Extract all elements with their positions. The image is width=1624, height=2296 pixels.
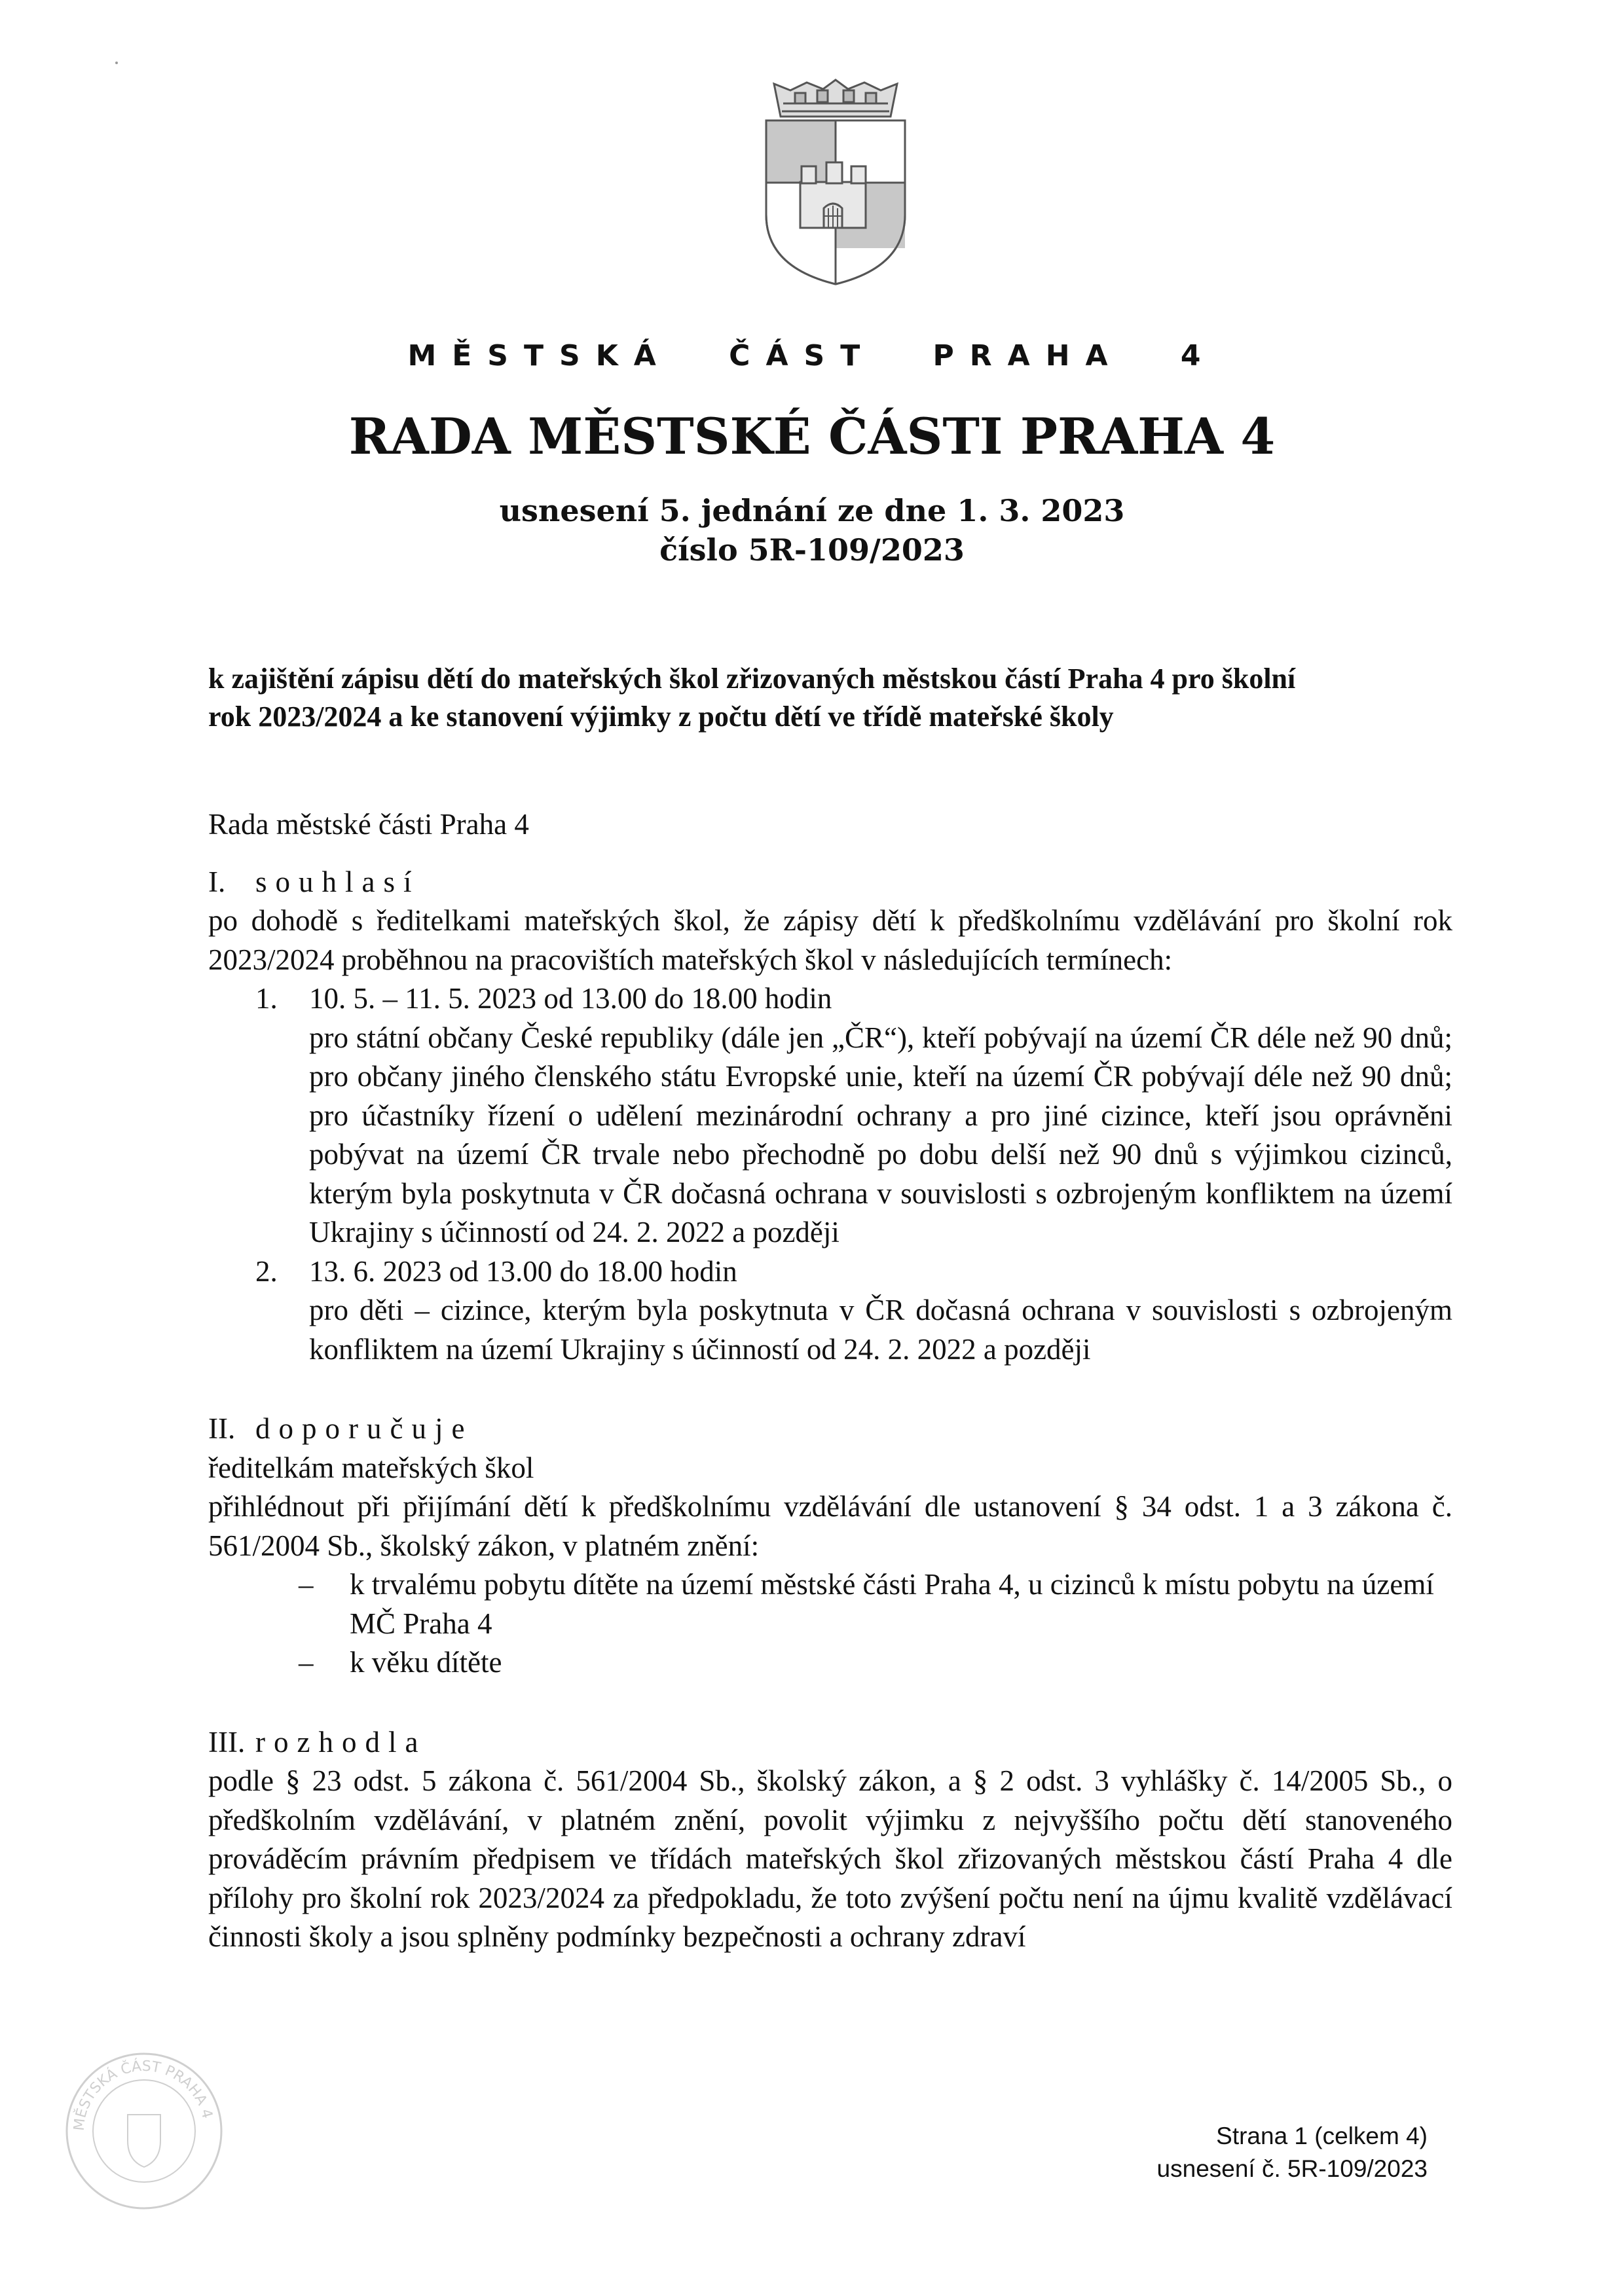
list-item: [255, 1252, 1452, 1370]
resolution-body: [208, 805, 1452, 1957]
item-text: pro děti – cizince, kterým byla poskytnuta v ČR dočasná ochrana v souvislosti s ozbrojeným konfliktem na území Ukrajiny s účinností od 24. 2. 2022 a později: [309, 1294, 1452, 1366]
dash-bullet: –: [299, 1568, 314, 1601]
resolution-subject: [208, 660, 1452, 736]
municipality-heading: MĚSTSKÁ ČÁST PRAHA 4: [407, 339, 1217, 373]
section-verb: souhlasí: [255, 865, 420, 898]
section-numeral: I.: [208, 865, 226, 898]
council-title: RADA MĚSTSKÉ ČÁSTI PRAHA 4: [348, 407, 1276, 465]
section-numeral: II.: [208, 1412, 236, 1445]
page-footer: [1157, 2120, 1428, 2185]
section-verb: rozhodla: [255, 1725, 427, 1758]
subject-line-1: k zajištění zápisu dětí do mateřských škol zřizovaných městskou částí Praha 4 pro školní: [208, 663, 1296, 695]
item-date: 13. 6. 2023 od 13.00 do 18.00 hodin: [309, 1254, 737, 1288]
subject-line-2: rok 2023/2024 a ke stanovení výjimky z počtu dětí ve třídě mateřské školy: [208, 701, 1114, 733]
item-date: 10. 5. – 11. 5. 2023 od 13.00 do 18.00 hodin: [309, 982, 832, 1015]
item-text: pro státní občany České republiky (dále jen „ČR“), kteří pobývají na území ČR déle než 90 dnů; pro občany jiného členského státu Evropské unie, kteří na území ČR pobývají déle než 90 dnů; pro účastníky řízení o udělení mezinárodní ochrany a pro jiné cizince, kteří jsou oprávněni pobývat na území ČR trvale nebo přechodně po dobu delší než 90 dnů s výjimkou cizinců, kterým byla poskytnuta v ČR dočasná ochrana v souvislosti s ozbrojeným konfliktem na území Ukrajiny s účinností od 24. 2. 2022 a později: [309, 1021, 1452, 1248]
meeting-line: usnesení 5. jednání ze dne 1. 3. 2023: [499, 493, 1125, 528]
section-numeral: III.: [208, 1725, 246, 1758]
page-number: Strana 1 (celkem 4): [1216, 2123, 1428, 2149]
section-text: přihlédnout při přijímání dětí k předškolnímu vzdělávání dle ustanovení § 34 odst. 1 a 3 zákona č. 561/2004 Sb., školský zákon, v platném znění:: [208, 1490, 1452, 1562]
item-number: 2.: [255, 1254, 278, 1288]
section-text: po dohodě s ředitelkami mateřských škol, že zápisy dětí k předškolnímu vzdělávání pro školní rok 2023/2024 proběhnou na pracovištích mateřských škol v následujících termínech:: [208, 904, 1452, 976]
bullet-text: k trvalému pobytu dítěte na území městské části Praha 4, u cizinců k místu pobytu na území MČ Praha 4: [350, 1568, 1434, 1640]
section-i-heading: [208, 863, 1452, 902]
coat-of-arms-emblem: [761, 77, 910, 287]
bullet-text: k věku dítěte: [350, 1646, 502, 1679]
bullet-item: [299, 1643, 1452, 1683]
resolution-number: číslo 5R-109/2023: [659, 532, 965, 568]
section-iii-heading: [208, 1723, 1452, 1762]
bullet-item: [299, 1565, 1452, 1643]
list-item: [255, 979, 1452, 1252]
speck: [115, 62, 118, 64]
section-ii-heading: [208, 1410, 1452, 1449]
section-verb: doporučuje: [255, 1412, 473, 1445]
footer-resolution-ref: usnesení č. 5R-109/2023: [1156, 2155, 1428, 2182]
dash-bullet: –: [299, 1646, 314, 1679]
section-recipient: ředitelkám mateřských škol: [208, 1451, 534, 1484]
item-number: 1.: [255, 982, 278, 1015]
section-text: podle § 23 odst. 5 zákona č. 561/2004 Sb., školský zákon, a § 2 odst. 3 vyhlášky č. 14/2005 Sb., o předškolním vzdělávání, v platném znění, povolit výjimku z nejvyššího počtu dětí stanoveného prováděcím právním předpisem ve třídách mateřských škol zřizovaných městskou částí Praha 4 dle přílohy pro školní rok 2023/2024 za předpokladu, že toto zvýšení počtu není na újmu kvalitě vzdělávací činnosti školy a jsou splněny podmínky bezpečnosti a ochrany zdraví: [208, 1764, 1452, 1953]
stamp-text: MĚSTSKÁ ČÁST PRAHA 4: [71, 2058, 215, 2132]
intro-text: Rada městské části Praha 4: [208, 808, 529, 841]
official-stamp: [62, 2049, 226, 2213]
resolution-info: [0, 491, 1624, 570]
